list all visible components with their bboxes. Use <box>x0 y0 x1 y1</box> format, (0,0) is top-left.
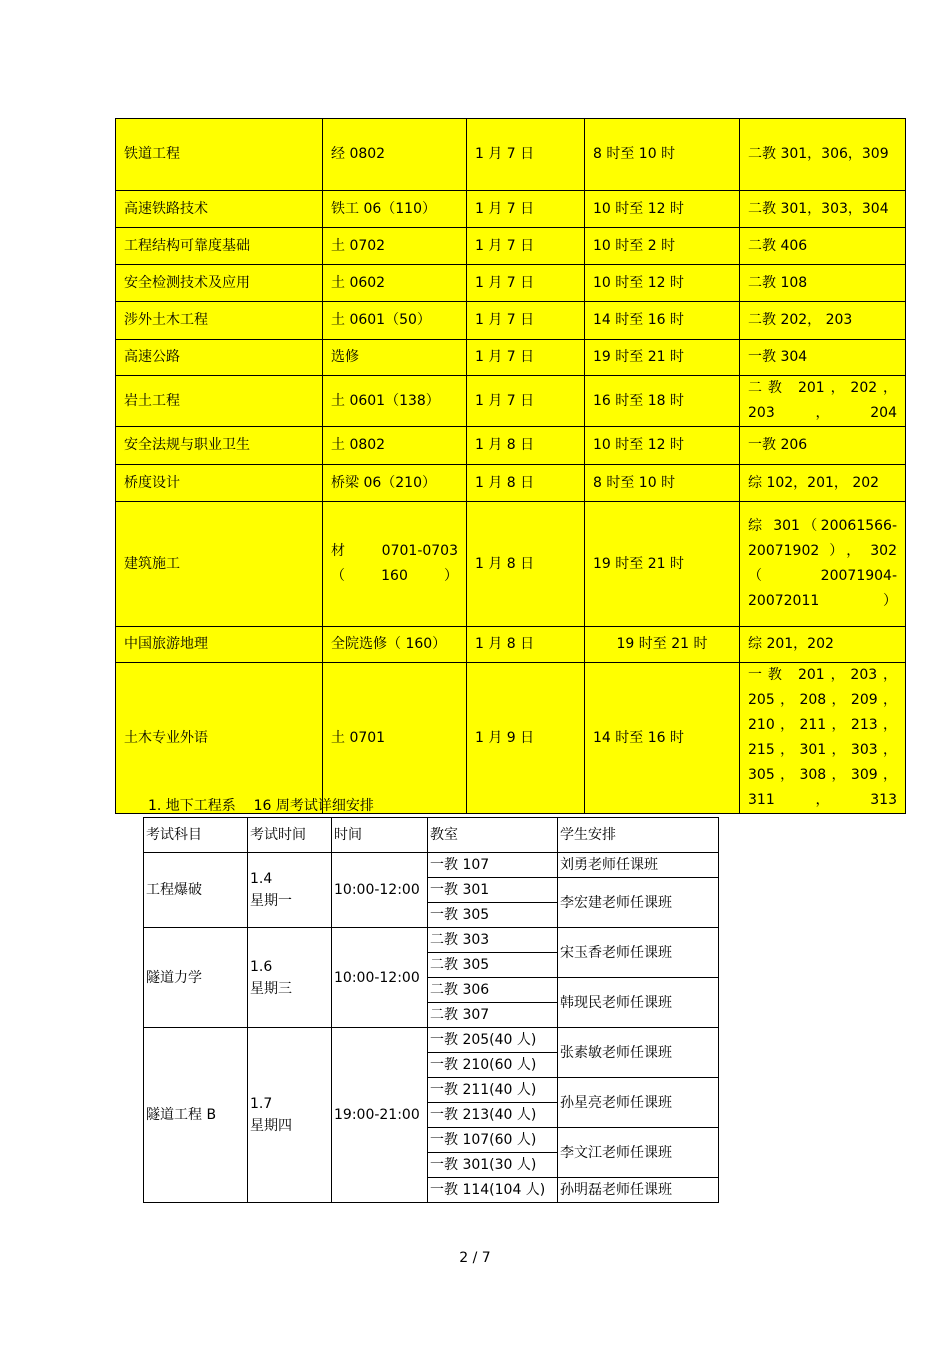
exam-row <box>116 265 906 302</box>
exam-schedule-table <box>115 118 906 814</box>
teacher-cell: 刘勇老师任课班 <box>558 853 719 878</box>
section-caption: 1. 地下工程系 16 周考试详细安排 <box>148 798 374 814</box>
time-cell: 19:00-21:00 <box>332 1028 428 1203</box>
cell-date: 1 月 7 日 <box>467 228 585 265</box>
cell-date: 1 月 9 日 <box>467 663 585 814</box>
cell-room: 二教 406 <box>740 228 906 265</box>
cell-course: 桥度设计 <box>116 465 323 502</box>
room-cell: 一教 305 <box>428 903 558 928</box>
cell-date: 1 月 8 日 <box>467 465 585 502</box>
cell-room: 二教 201，202，203，204 <box>740 376 906 427</box>
subject-cell: 工程爆破 <box>144 853 248 928</box>
room-cell: 一教 107(60 人) <box>428 1128 558 1153</box>
cell-course: 中国旅游地理 <box>116 627 323 663</box>
cell-class: 土 0702 <box>323 228 467 265</box>
exam-date: 1.7 <box>250 1096 273 1112</box>
exam-row <box>116 627 906 663</box>
cell-date: 1 月 8 日 <box>467 627 585 663</box>
exam-row <box>116 340 906 376</box>
schedule-row <box>144 853 719 878</box>
cell-room: 一教 206 <box>740 427 906 465</box>
cell-class: 土 0601（138） <box>323 376 467 427</box>
exam-weekday: 星期三 <box>250 980 292 997</box>
cell-class: 土 0601（50） <box>323 302 467 340</box>
column-header: 考试科目 <box>144 818 248 853</box>
teacher-cell: 宋玉香老师任课班 <box>558 928 719 978</box>
exam-row <box>116 228 906 265</box>
cell-course: 铁道工程 <box>116 119 323 191</box>
cell-class: 铁工 06（110） <box>323 191 467 228</box>
subject-cell: 隧道工程 B <box>144 1028 248 1203</box>
cell-class: 桥梁 06（210） <box>323 465 467 502</box>
cell-class: 土 0701 <box>323 663 467 814</box>
cell-time: 19 时至 21 时 <box>585 502 740 627</box>
cell-time: 19 时至 21 时 <box>585 340 740 376</box>
exam-date-cell <box>248 853 332 928</box>
time-cell: 10:00-12:00 <box>332 928 428 1028</box>
cell-time: 19 时至 21 时 <box>585 627 740 663</box>
room-cell: 二教 306 <box>428 978 558 1003</box>
cell-time: 8 时至 10 时 <box>585 465 740 502</box>
cell-room: 二教 301，306，309 <box>740 119 906 191</box>
cell-time: 10 时至 2 时 <box>585 228 740 265</box>
exam-date-cell <box>248 1028 332 1203</box>
exam-row <box>116 427 906 465</box>
cell-date: 1 月 7 日 <box>467 191 585 228</box>
cell-class: 全院选修（ 160） <box>323 627 467 663</box>
cell-date: 1 月 7 日 <box>467 376 585 427</box>
cell-time: 16 时至 18 时 <box>585 376 740 427</box>
cell-time: 10 时至 12 时 <box>585 427 740 465</box>
cell-time: 8 时至 10 时 <box>585 119 740 191</box>
room-cell: 一教 107 <box>428 853 558 878</box>
exam-row <box>116 302 906 340</box>
cell-course: 安全检测技术及应用 <box>116 265 323 302</box>
exam-weekday: 星期一 <box>250 893 292 909</box>
teacher-cell: 韩现民老师任课班 <box>558 978 719 1028</box>
time-cell: 10:00-12:00 <box>332 853 428 928</box>
cell-course: 工程结构可靠度基础 <box>116 228 323 265</box>
exam-weekday: 星期四 <box>250 1118 292 1134</box>
column-header: 时间 <box>332 818 428 853</box>
cell-room: 综 301（20061566-20071902），302（20071904-20072011） <box>740 502 906 627</box>
cell-class: 经 0802 <box>323 119 467 191</box>
cell-room: 一教 201，203，205，208，209，210，211，213，215，301，303，305，308，309，311，313 <box>740 663 906 814</box>
teacher-cell: 李宏建老师任课班 <box>558 878 719 928</box>
cell-course: 建筑施工 <box>116 502 323 627</box>
schedule-row <box>144 928 719 953</box>
subject-cell: 隧道力学 <box>144 928 248 1028</box>
cell-room: 综 201，202 <box>740 627 906 663</box>
room-cell: 一教 213(40 人) <box>428 1103 558 1128</box>
exam-date-cell <box>248 928 332 1028</box>
cell-time: 14 时至 16 时 <box>585 663 740 814</box>
room-cell: 一教 205(40 人) <box>428 1028 558 1053</box>
cell-course: 土木专业外语 <box>116 663 323 814</box>
cell-room: 一教 304 <box>740 340 906 376</box>
cell-course: 高速铁路技术 <box>116 191 323 228</box>
header-row <box>144 818 719 853</box>
cell-class: 土 0802 <box>323 427 467 465</box>
cell-class: 土 0602 <box>323 265 467 302</box>
exam-date: 1.6 <box>250 958 273 975</box>
exam-row <box>116 119 906 191</box>
teacher-cell: 李文江老师任课班 <box>558 1128 719 1178</box>
schedule-row <box>144 1028 719 1053</box>
teacher-cell: 孙星亮老师任课班 <box>558 1078 719 1128</box>
cell-course: 岩土工程 <box>116 376 323 427</box>
exam-row <box>116 502 906 627</box>
column-header: 教室 <box>428 818 558 853</box>
cell-time: 10 时至 12 时 <box>585 191 740 228</box>
cell-time: 14 时至 16 时 <box>585 302 740 340</box>
room-cell: 一教 114(104 人) <box>428 1178 558 1203</box>
exam-date: 1.4 <box>250 871 273 887</box>
cell-date: 1 月 7 日 <box>467 265 585 302</box>
column-header: 学生安排 <box>558 818 719 853</box>
cell-date: 1 月 7 日 <box>467 302 585 340</box>
exam-row <box>116 663 906 814</box>
cell-course: 涉外土木工程 <box>116 302 323 340</box>
room-cell: 一教 211(40 人) <box>428 1078 558 1103</box>
teacher-cell: 张素敏老师任课班 <box>558 1028 719 1078</box>
room-cell: 一教 301 <box>428 878 558 903</box>
exam-row <box>116 465 906 502</box>
cell-room: 综 102，201， 202 <box>740 465 906 502</box>
cell-course: 安全法规与职业卫生 <box>116 427 323 465</box>
room-cell: 二教 303 <box>428 928 558 953</box>
cell-class: 选修 <box>323 340 467 376</box>
room-cell: 一教 301(30 人) <box>428 1153 558 1178</box>
cell-date: 1 月 8 日 <box>467 427 585 465</box>
room-cell: 一教 210(60 人) <box>428 1053 558 1078</box>
cell-date: 1 月 7 日 <box>467 119 585 191</box>
cell-class: 材 0701-0703（160） <box>323 502 467 627</box>
room-cell: 二教 305 <box>428 953 558 978</box>
cell-room: 二教 301，303，304 <box>740 191 906 228</box>
cell-date: 1 月 8 日 <box>467 502 585 627</box>
cell-room: 二教 108 <box>740 265 906 302</box>
room-cell: 二教 307 <box>428 1003 558 1028</box>
cell-date: 1 月 7 日 <box>467 340 585 376</box>
exam-row <box>116 191 906 228</box>
underground-engineering-schedule-table <box>143 817 719 1203</box>
column-header: 考试时间 <box>248 818 332 853</box>
cell-room: 二教 202， 203 <box>740 302 906 340</box>
cell-course: 高速公路 <box>116 340 323 376</box>
cell-time: 10 时至 12 时 <box>585 265 740 302</box>
page-number: 2 / 7 <box>459 1250 491 1266</box>
exam-row <box>116 376 906 427</box>
teacher-cell: 孙明磊老师任课班 <box>558 1178 719 1203</box>
